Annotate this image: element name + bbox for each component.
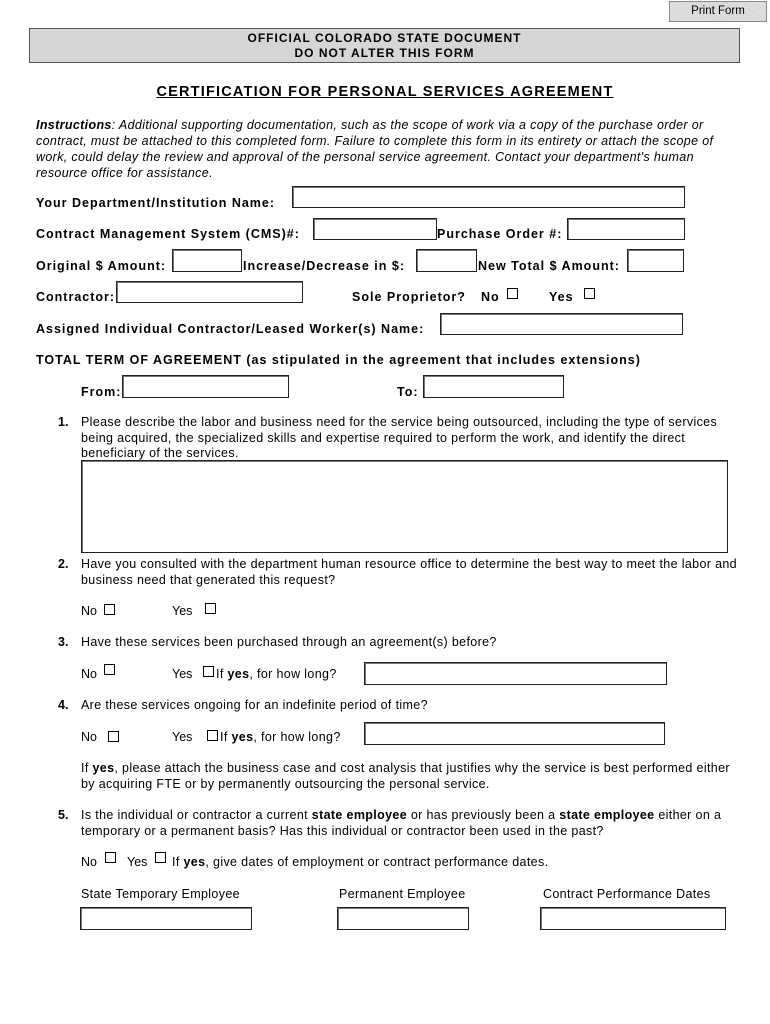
q4-note-yes: yes — [92, 761, 115, 775]
assigned-label: Assigned Individual Contractor/Leased Worker(s) Name: — [36, 322, 425, 336]
print-form-button[interactable]: Print Form — [669, 1, 767, 22]
q3-number: 3. — [58, 635, 69, 649]
q5-dates-text: , give dates of employment or contract performance dates. — [205, 855, 549, 869]
q4-note — [81, 761, 741, 792]
contract-performance-dates-label: Contract Performance Dates — [543, 887, 711, 901]
q4-yes-label: Yes — [172, 730, 193, 744]
cms-label: Contract Management System (CMS)#: — [36, 227, 300, 241]
q4-no-label: No — [81, 730, 97, 744]
q4-yes-bold: yes — [231, 730, 254, 744]
q2-text: Have you consulted with the department human resource office to determine the best way to meet the labor and business need that generated this request? — [81, 557, 737, 587]
q1-description-textarea[interactable] — [81, 460, 728, 553]
q5-text — [81, 808, 741, 839]
total-term-label: TOTAL TERM OF AGREEMENT (as stipulated in the agreement that includes extensions) — [36, 353, 641, 367]
permanent-employee-input[interactable] — [337, 907, 469, 930]
new-total-input[interactable] — [627, 249, 684, 272]
q3-yes-label: Yes — [172, 667, 193, 681]
contractor-input[interactable] — [116, 281, 303, 303]
q5-t3: either on a temporary or a permanent basis? Has this individual or contractor been used in the past? — [81, 808, 722, 838]
purchase-order-input[interactable] — [567, 218, 685, 240]
permanent-employee-label: Permanent Employee — [339, 887, 466, 901]
q5-if: If — [172, 855, 184, 869]
q3-how-long: , for how long? — [249, 667, 337, 681]
original-amount-label: Original $ Amount: — [36, 259, 167, 273]
q2-no-label: No — [81, 604, 97, 618]
q4-if: If — [220, 730, 232, 744]
q5-b1: state employee — [311, 808, 408, 822]
q2-yes-checkbox[interactable] — [205, 603, 216, 614]
q1-number: 1. — [58, 415, 69, 429]
q5-number: 5. — [58, 808, 69, 822]
contractor-label: Contractor: — [36, 290, 116, 304]
q4-if-yes-text — [220, 730, 341, 744]
state-temporary-employee-label: State Temporary Employee — [81, 887, 240, 901]
q2-yes-label: Yes — [172, 604, 193, 618]
q5-yes-label: Yes — [127, 855, 148, 869]
contract-performance-dates-input[interactable] — [540, 907, 726, 930]
original-amount-input[interactable] — [172, 249, 242, 272]
q5-yes-checkbox[interactable] — [155, 852, 166, 863]
q3-if: If — [216, 667, 228, 681]
q5-yes-bold: yes — [183, 855, 206, 869]
sole-proprietor-yes-checkbox[interactable] — [584, 288, 595, 299]
sole-proprietor-no-checkbox[interactable] — [507, 288, 518, 299]
increase-decrease-input[interactable] — [416, 249, 477, 272]
department-input[interactable] — [292, 186, 685, 208]
q3-text: Have these services been purchased through an agreement(s) before? — [81, 635, 497, 649]
q1-text: Please describe the labor and business need for the service being outsourced, including the type of services being acquired, the specialized skills and expertise required to perform the work, and identify the direct beneficiary of the services. — [81, 415, 718, 460]
department-label: Your Department/Institution Name: — [36, 196, 276, 210]
assigned-input[interactable] — [440, 313, 683, 335]
official-banner — [29, 28, 740, 63]
q4-note-text: , please attach the business case and cost analysis that justifies why the service is best performed either by acquiring FTE or by permanently outsourcing the personal service. — [81, 761, 730, 791]
q4-note-if: If — [81, 761, 93, 775]
banner-line-2: DO NOT ALTER THIS FORM — [294, 46, 475, 60]
q3-if-yes-text — [216, 667, 337, 681]
q4-how-long-input[interactable] — [364, 722, 665, 745]
from-label: From: — [81, 385, 122, 399]
state-temporary-employee-input[interactable] — [80, 907, 252, 930]
q4-yes-checkbox[interactable] — [207, 730, 218, 741]
q3-yes-checkbox[interactable] — [203, 666, 214, 677]
new-total-label: New Total $ Amount: — [478, 259, 620, 273]
increase-decrease-label: Increase/Decrease in $: — [243, 259, 405, 273]
purchase-order-label: Purchase Order #: — [437, 227, 563, 241]
q5-b2: state employee — [559, 808, 655, 822]
q5-t1: Is the individual or contractor a current — [81, 808, 312, 822]
sole-proprietor-yes-label: Yes — [549, 290, 574, 304]
instructions-text: : Additional supporting documentation, such as the scope of work via a copy of the purchase order or contract, must be attached to this completed form. Failure to complete this form in its entirety or attach the scope of work, could delay the review and approval of the personal service agreement. Contact your department's human resource office for assistance. — [36, 118, 714, 180]
q2-number: 2. — [58, 557, 69, 571]
q3-no-checkbox[interactable] — [104, 664, 115, 675]
banner-line-1: OFFICIAL COLORADO STATE DOCUMENT — [247, 31, 522, 45]
q5-if-yes-text — [172, 855, 548, 869]
instructions-label: Instructions — [36, 118, 112, 132]
to-label: To: — [397, 385, 419, 399]
q3-no-label: No — [81, 667, 97, 681]
q4-text: Are these services ongoing for an indefinite period of time? — [81, 698, 428, 712]
q3-yes-bold: yes — [227, 667, 250, 681]
q4-number: 4. — [58, 698, 69, 712]
from-date-input[interactable] — [122, 375, 289, 398]
q3-how-long-input[interactable] — [364, 662, 667, 685]
q5-no-label: No — [81, 855, 97, 869]
sole-proprietor-no-label: No — [481, 290, 500, 304]
q2-no-checkbox[interactable] — [104, 604, 115, 615]
cms-input[interactable] — [313, 218, 437, 240]
instructions — [36, 117, 736, 181]
sole-proprietor-label: Sole Proprietor? — [352, 290, 466, 304]
q5-t2: or has previously been a — [407, 808, 560, 822]
q4-no-checkbox[interactable] — [108, 731, 119, 742]
to-date-input[interactable] — [423, 375, 564, 398]
page-title: CERTIFICATION FOR PERSONAL SERVICES AGREEMENT — [156, 84, 614, 100]
q4-how-long: , for how long? — [253, 730, 341, 744]
q5-no-checkbox[interactable] — [105, 852, 116, 863]
